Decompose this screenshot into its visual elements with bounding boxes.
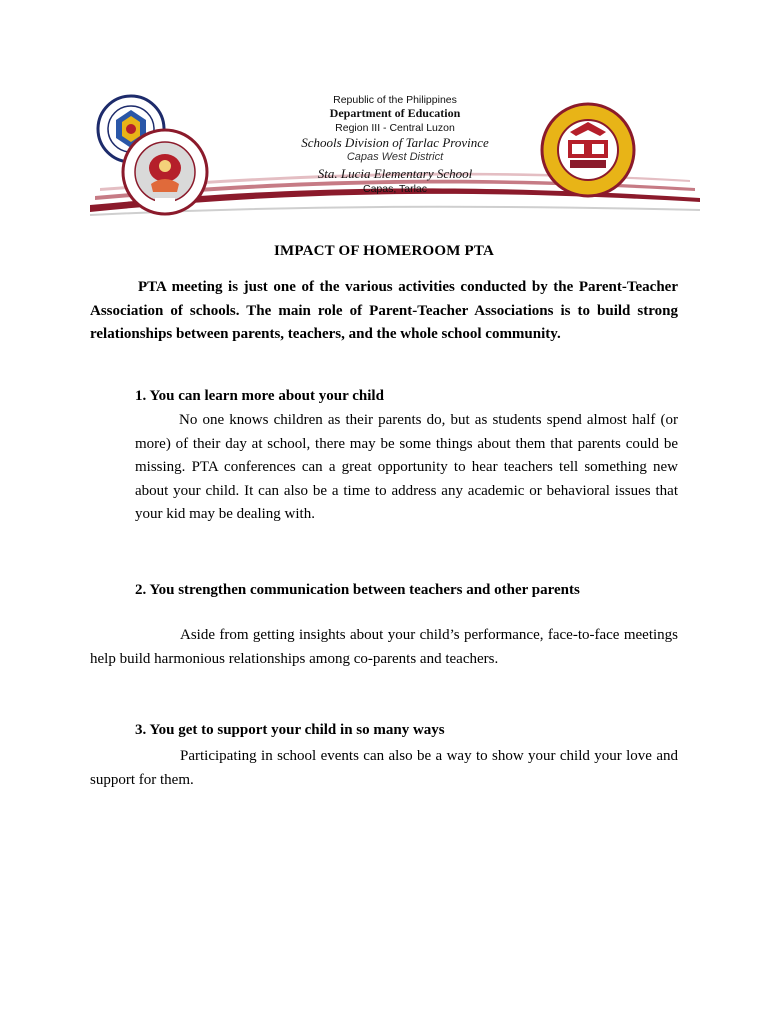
document-title: IMPACT OF HOMEROOM PTA (273, 243, 495, 259)
header-division: Schools Division of Tarlac Province (301, 135, 489, 150)
header-location: Capas, Tarlac (362, 183, 427, 195)
section-2-heading: 2. You strengthen communication between teachers and other parents (135, 582, 580, 598)
school-logo (540, 102, 636, 198)
section-1-heading: 1. You can learn more about your child (135, 388, 384, 404)
section-1-body: No one knows children as their parents do, but as students spend almost half (or more) of their day at school, there may be some things about them that parents could be missing. PTA conferences can a great opportunity to hear teachers tell something new about your child. It can also be a time to address any academic or behavioral issues that your kid may be dealing with. (135, 412, 678, 522)
section-3-body: Participating in school events can also be a way to show your child your love and support for them. (90, 748, 678, 788)
header-department: Department of Education (329, 106, 461, 120)
division-seal-logo (121, 128, 209, 216)
intro-paragraph: PTA meeting is just one of the various activities conducted by the Parent-Teacher Association of schools. The main role of Parent-Teacher Associations is to build strong relationships between parents, teachers, and the whole school community. (90, 279, 678, 342)
header-district: Capas West District (346, 151, 444, 163)
header-school: Sta. Lucia Elementary School (317, 166, 473, 181)
section-3-heading: 3. You get to support your child in so many ways (135, 722, 445, 738)
section-2-body: Aside from getting insights about your child’s performance, face-to-face meetings help build harmonious relationships among co-parents and teachers. (90, 627, 678, 667)
header-republic: Republic of the Philippines (333, 94, 457, 106)
header-region: Region III - Central Luzon (335, 122, 455, 134)
letterhead (0, 0, 768, 230)
